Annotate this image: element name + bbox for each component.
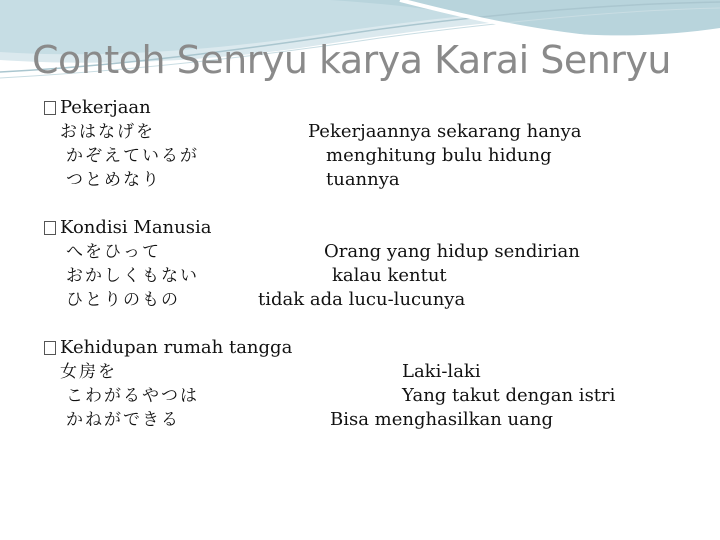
translation-line: menghitung bulu hidung bbox=[326, 145, 552, 166]
bullet-icon bbox=[44, 101, 56, 115]
translation-line: tidak ada lucu-lucunya bbox=[258, 289, 466, 310]
japanese-line: おかしくもない bbox=[66, 266, 199, 286]
japanese-line: おはなげを bbox=[60, 122, 155, 142]
japanese-line: つとめなり bbox=[66, 170, 161, 190]
japanese-line: 女房を bbox=[60, 362, 117, 382]
translation-line: Pekerjaannya sekarang hanya bbox=[308, 121, 582, 142]
translation-line: Yang takut dengan istri bbox=[402, 385, 616, 406]
japanese-line: かぞえているが bbox=[66, 146, 199, 166]
bullet-icon bbox=[44, 341, 56, 355]
section-heading-label: Kondisi Manusia bbox=[60, 217, 212, 238]
section-heading-kehidupan-rumah-tangga bbox=[44, 336, 292, 360]
translation-line: kalau kentut bbox=[332, 265, 447, 286]
translation-line: Orang yang hidup sendirian bbox=[324, 241, 580, 262]
translation-line: Laki-laki bbox=[402, 361, 481, 382]
japanese-line: かねができる bbox=[66, 410, 180, 430]
section-heading-label: Kehidupan rumah tangga bbox=[60, 337, 293, 358]
bullet-icon bbox=[44, 221, 56, 235]
japanese-line: ひとりのもの bbox=[66, 290, 180, 310]
japanese-line: こわがるやつは bbox=[66, 386, 199, 406]
section-heading-pekerjaan bbox=[44, 96, 151, 120]
translation-line: Bisa menghasilkan uang bbox=[330, 409, 553, 430]
slide-title: Contoh Senryu karya Karai Senryu bbox=[32, 38, 671, 82]
section-heading-kondisi-manusia bbox=[44, 216, 211, 240]
japanese-line: へをひって bbox=[66, 242, 161, 262]
section-heading-label: Pekerjaan bbox=[60, 97, 151, 118]
translation-line: tuannya bbox=[326, 169, 400, 190]
